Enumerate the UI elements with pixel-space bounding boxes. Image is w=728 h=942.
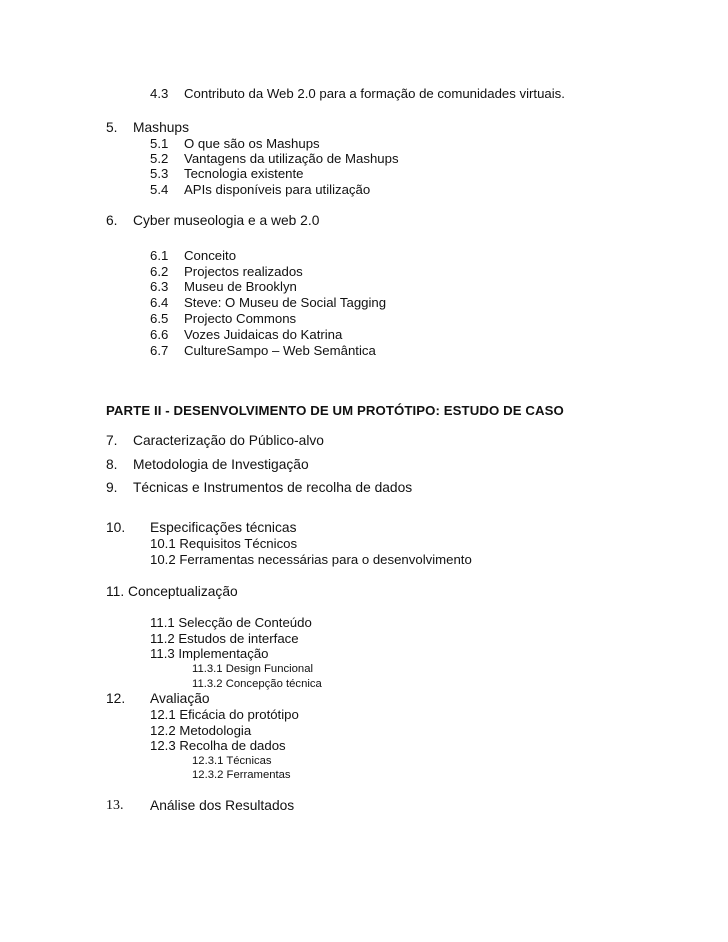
entry-number: 6.6 [150, 327, 169, 342]
subentry-title: 12.3.2 Ferramentas [192, 769, 291, 781]
entry-title: Contributo da Web 2.0 para a formação de comunidades virtuais. [184, 86, 565, 101]
entry-title: 11.3 Implementação [150, 646, 269, 661]
section-number: 13. [106, 798, 124, 813]
section-title: Mashups [133, 120, 189, 135]
section-number: 8. [106, 457, 118, 472]
section-number: 7. [106, 433, 118, 448]
subentry-title: 12.3.1 Técnicas [192, 755, 272, 767]
entry-title: 11.2 Estudos de interface [150, 631, 299, 646]
entry-title: Projecto Commons [184, 311, 297, 326]
entry-title: 10.2 Ferramentas necessárias para o desenvolvimento [150, 552, 472, 567]
section-title: Metodologia de Investigação [133, 457, 309, 472]
section-number: 9. [106, 480, 118, 495]
entry-title: Vantagens da utilização de Mashups [184, 151, 399, 166]
entry-title: 12.1 Eficácia do protótipo [150, 707, 299, 722]
entry-title: Steve: O Museu de Social Tagging [184, 295, 387, 310]
entry-title: CultureSampo – Web Semântica [184, 343, 376, 358]
section-title: Cyber museologia e a web 2.0 [133, 213, 320, 228]
subentry-title: 11.3.2 Concepção técnica [192, 678, 322, 690]
entry-number: 5.2 [150, 151, 169, 166]
entry-number: 5.4 [150, 182, 169, 197]
entry-title: Museu de Brooklyn [184, 279, 297, 294]
section-title: Especificações técnicas [150, 520, 297, 535]
entry-number: 6.1 [150, 248, 169, 263]
section-number: 6. [106, 213, 118, 228]
section-title: Avaliação [150, 691, 210, 706]
entry-title: Conceito [184, 248, 237, 263]
section-title: Caracterização do Público-alvo [133, 433, 324, 448]
entry-number: 6.3 [150, 279, 169, 294]
entry-title: Vozes Juidaicas do Katrina [184, 327, 343, 342]
subentry-title: 11.3.1 Design Funcional [192, 663, 313, 675]
part-heading: PARTE II - DESENVOLVIMENTO DE UM PROTÓTIPO: ESTUDO DE CASO [106, 403, 564, 418]
entry-number: 6.5 [150, 311, 169, 326]
entry-number: 5.1 [150, 136, 169, 151]
entry-title: 10.1 Requisitos Técnicos [150, 536, 298, 551]
entry-number: 4.3 [150, 86, 169, 101]
section-title: Análise dos Resultados [150, 798, 295, 813]
entry-title: APIs disponíveis para utilização [184, 182, 371, 197]
entry-title: O que são os Mashups [184, 136, 320, 151]
entry-number: 5.3 [150, 166, 169, 181]
section-number: 10. [106, 520, 126, 535]
entry-title: Projectos realizados [184, 264, 303, 279]
section-title: 11. Conceptualização [106, 584, 238, 599]
entry-number: 6.2 [150, 264, 169, 279]
entry-title: Tecnologia existente [184, 166, 304, 181]
section-title: Técnicas e Instrumentos de recolha de dados [133, 480, 413, 495]
entry-number: 6.4 [150, 295, 169, 310]
section-number: 5. [106, 120, 118, 135]
entry-title: 12.2 Metodologia [150, 723, 252, 738]
entry-number: 6.7 [150, 343, 169, 358]
section-number: 12. [106, 691, 126, 706]
entry-title: 12.3 Recolha de dados [150, 738, 286, 753]
entry-title: 11.1 Selecção de Conteúdo [150, 615, 312, 630]
